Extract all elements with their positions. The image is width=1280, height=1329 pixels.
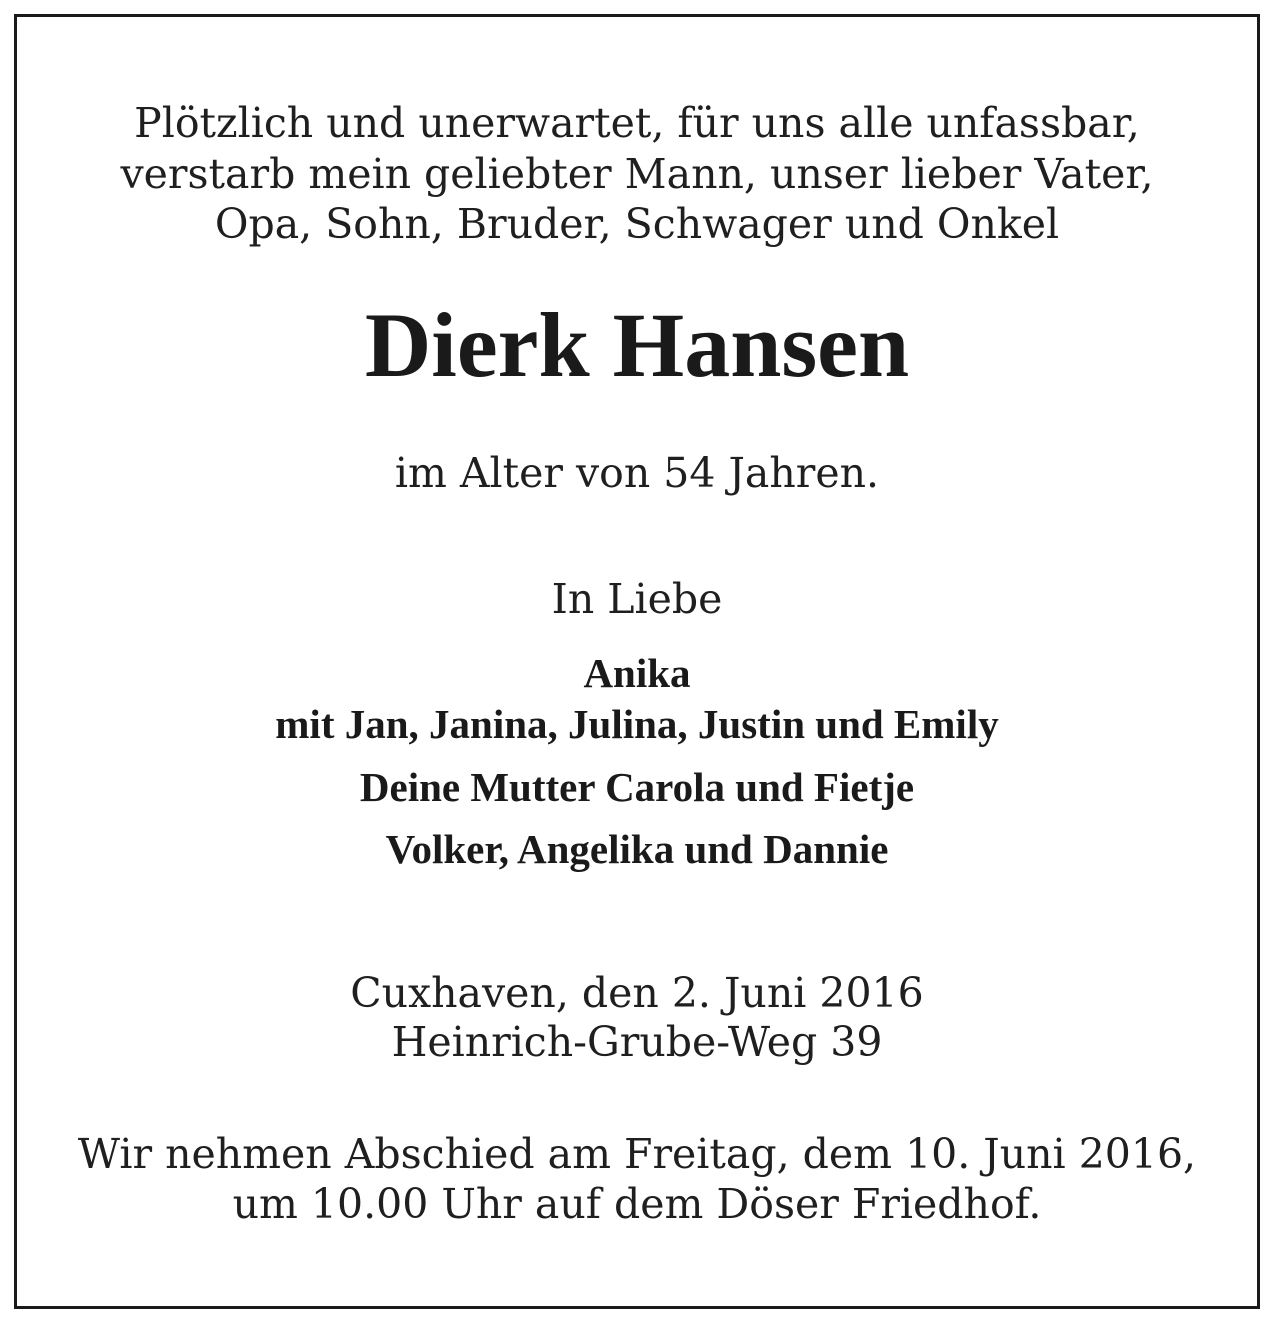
mourner-line-2: mit Jan, Janina, Julina, Justin und Emily (275, 701, 999, 747)
mourner-line-4: Volker, Angelika und Dannie (385, 826, 889, 872)
age-line: im Alter von 54 Jahren. (394, 449, 880, 497)
intro-line-1: Plötzlich und unerwartet, für uns alle unfassbar, (134, 99, 1140, 147)
deceased-name: Dierk Hansen (364, 294, 910, 396)
intro-line-3: Opa, Sohn, Bruder, Schwager und Onkel (214, 200, 1060, 248)
obituary-notice (14, 14, 1260, 1309)
place-date: Cuxhaven, den 2. Juni 2016 (350, 969, 924, 1017)
mourner-line-3: Deine Mutter Carola und Fietje (359, 764, 915, 810)
address: Heinrich-Grube-Weg 39 (391, 1018, 883, 1066)
love-line: In Liebe (551, 575, 723, 623)
farewell-line-1: Wir nehmen Abschied am Freitag, dem 10. Juni 2016, (77, 1130, 1197, 1178)
intro-line-2: verstarb mein geliebter Mann, unser lieber Vater, (120, 150, 1154, 198)
farewell-line-2: um 10.00 Uhr auf dem Döser Friedhof. (232, 1180, 1042, 1228)
mourner-line-1: Anika (583, 650, 691, 696)
